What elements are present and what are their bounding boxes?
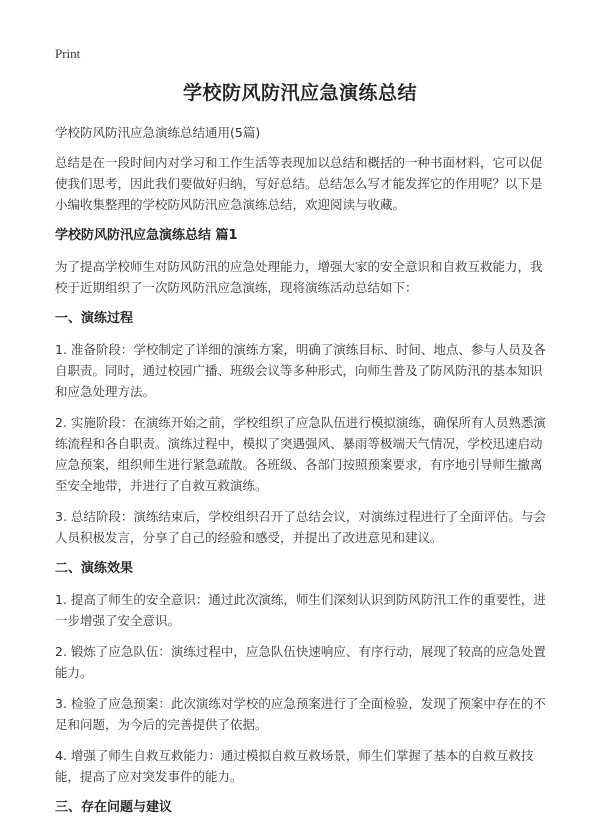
intro-paragraph: 总结是在一段时间内对学习和工作生活等表现加以总结和概括的一种书面材料，它可以促使我们思考，因此我们要做好归纳，写好总结。总结怎么写才能发挥它的作用呢？以下是小编收集整理的学校防风防汛应急演练总结，欢迎阅读与收藏。 [55,155,543,212]
effect-item-2: 2. 锻炼了应急队伍：演练过程中，应急队伍快速响应、有序行动，展现了较高的应急处置能力。 [55,644,546,680]
effect-item-4: 4. 增强了师生自救互救能力：通过模拟自救互救场景，师生们掌握了基本的自救互救技能，提高了应对突发事件的能力。 [55,748,534,784]
effect-item-1: 1. 提高了师生的安全意识：通过此次演练，师生们深刻认识到防风防汛工作的重要性，进一步增强了安全意识。 [55,592,546,628]
document-subtitle: 学校防风防汛应急演练总结通用(5篇) [55,125,261,140]
document-body [55,122,550,828]
process-item-3: 3. 总结阶段：演练结束后，学校组织召开了总结会议，对演练过程进行了全面评估。与会人员积极发言，分享了自己的经验和感受，并提出了改进意见和建议。 [55,509,546,545]
section-heading-issues: 三、存在问题与建议 [55,800,173,815]
print-link[interactable]: Print [55,46,81,61]
article-intro-paragraph: 为了提高学校师生对防风防汛的应急处理能力，增强大家的安全意识和自救互救能力，我校于近期组织了一次防风防汛应急演练，现将演练活动总结如下： [55,259,543,295]
section-heading-process: 一、演练过程 [55,311,134,326]
page-title: 学校防风防汛应急演练总结 [182,82,417,104]
article-heading: 学校防风防汛应急演练总结 篇1 [55,228,238,243]
effect-item-3: 3. 检验了应急预案：此次演练对学校的应急预案进行了全面检验，发现了预案中存在的不足和问题，为今后的完善提供了依据。 [55,696,546,732]
section-heading-effects: 二、演练效果 [55,561,134,576]
process-item-1: 1. 准备阶段：学校制定了详细的演练方案，明确了演练目标、时间、地点、参与人员及各自职责。同时，通过校园广播、班级会议等多种形式，向师生普及了防风防汛的基本知识和应急处理方法。 [55,342,546,399]
process-item-2: 2. 实施阶段：在演练开始之前，学校组织了应急队伍进行模拟演练，确保所有人员熟悉演练流程和各自职责。演练过程中，模拟了突遇强风、暴雨等极端天气情况，学校迅速启动应急预案，组织师生进行紧急疏散。各班级、各部门按照预案要求，有序地引导师生撤离至安全地带，并进行了自救互救演练。 [55,415,546,493]
